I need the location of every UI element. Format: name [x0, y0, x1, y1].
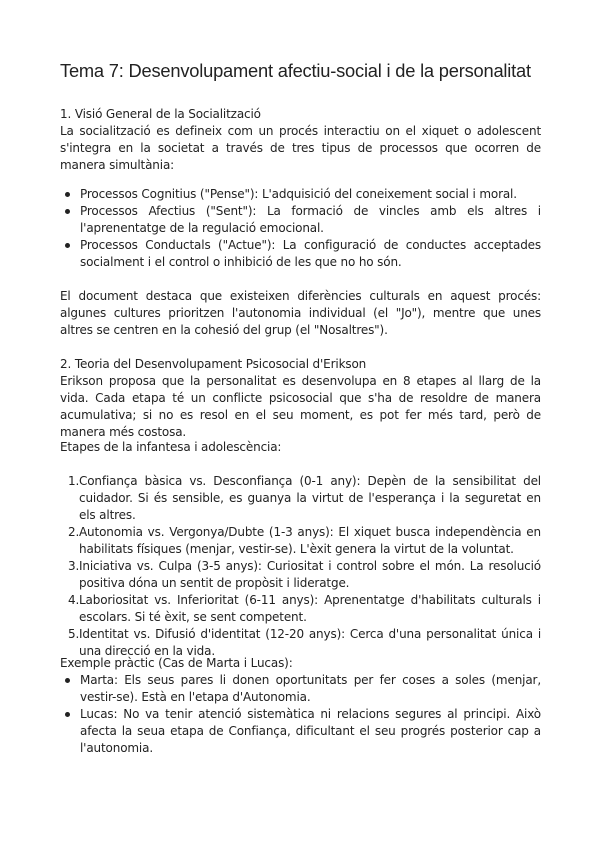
page-title: Tema 7: Desenvolupament afectiu-social i de la personalitat — [60, 60, 531, 81]
example-block — [60, 655, 541, 757]
list-item: 2. Autonomia vs. Vergonya/Dubte (1-3 anys): El xiquet busca independència en habilitats físiques (menjar, vestir-se). L'èxit genera la virtut de la voluntat. — [68, 525, 541, 556]
list-item: 4. Laboriositat vs. Inferioritat (6-11 anys): Aprenentatge d'habilitats culturals i escolars. Si té èxit, se sent competent. — [68, 593, 541, 624]
list-item: Lucas: No va tenir atenció sistemàtica ni relacions segures al principi. Això afecta la seua etapa de Confiança, dificultant el seu progrés posterior cap a l'autonomia. — [60, 706, 541, 757]
example-heading: Exemple pràctic (Cas de Marta i Lucas): — [60, 656, 293, 670]
cultural-differences-paragraph — [60, 288, 541, 339]
list-item: Processos Conductals ("Actue"): La configuració de conductes acceptades socialment i el control o inhibició de les que no ho són. — [60, 237, 541, 271]
section-2-intro: Erikson proposa que la personalitat es desenvolupa en 8 etapes al llarg de la vida. Cada etapa té un conflicte psicosocial que s'ha de resoldre de manera acumulativa; si no es resol en el seu moment, es pot fer més tard, però de manera més costosa. — [60, 374, 541, 439]
list-item: 3. Iniciativa vs. Culpa (3-5 anys): Curiositat i control sobre el món. La resolució positiva dóna un sentit de propòsit i lideratge. — [68, 559, 541, 590]
list-item: 5. Identitat vs. Difusió d'identitat (12-20 anys): Cerca d'una personalitat única i una direcció en la vida. — [68, 627, 541, 658]
stages-heading-block — [60, 439, 541, 456]
section-2-erikson — [60, 356, 541, 441]
list-item: Processos Cognitius ("Pense"): L'adquisició del coneixement social i moral. — [60, 186, 541, 203]
stages-list — [60, 473, 541, 660]
section-1-visio-general — [60, 106, 541, 174]
list-item: Marta: Els seus pares li donen oportunitats per fer coses a soles (menjar, vestir-se). Està en l'etapa d'Autonomia. — [60, 672, 541, 706]
section-1-heading: 1. Visió General de la Socialització — [60, 107, 261, 121]
processes-list — [60, 186, 541, 271]
section-1-intro: La socialització es defineix com un procés interactiu on el xiquet o adolescent s'integra en la societat a través de tres tipus de processos que ocorren de manera simultània: — [60, 124, 541, 172]
section-2-heading: 2. Teoria del Desenvolupament Psicosocial d'Erikson — [60, 357, 367, 371]
list-item: 1. Confiança bàsica vs. Desconfiança (0-1 any): Depèn de la sensibilitat del cuidador. Si és sensible, es guanya la virtut de l'esperança i la seguretat en els altres. — [68, 474, 541, 522]
list-item: Processos Afectius ("Sent"): La formació de vincles amb els altres i l'aprenentatge de la regulació emocional. — [60, 203, 541, 237]
stages-heading: Etapes de la infantesa i adolescència: — [60, 440, 282, 454]
section-1-closing: El document destaca que existeixen diferències culturals en aquest procés: algunes cultures prioritzen l'autonomia individual (el "Jo"), mentre que unes altres se centren en la cohesió del grup (el "Nosaltres"). — [60, 289, 541, 337]
